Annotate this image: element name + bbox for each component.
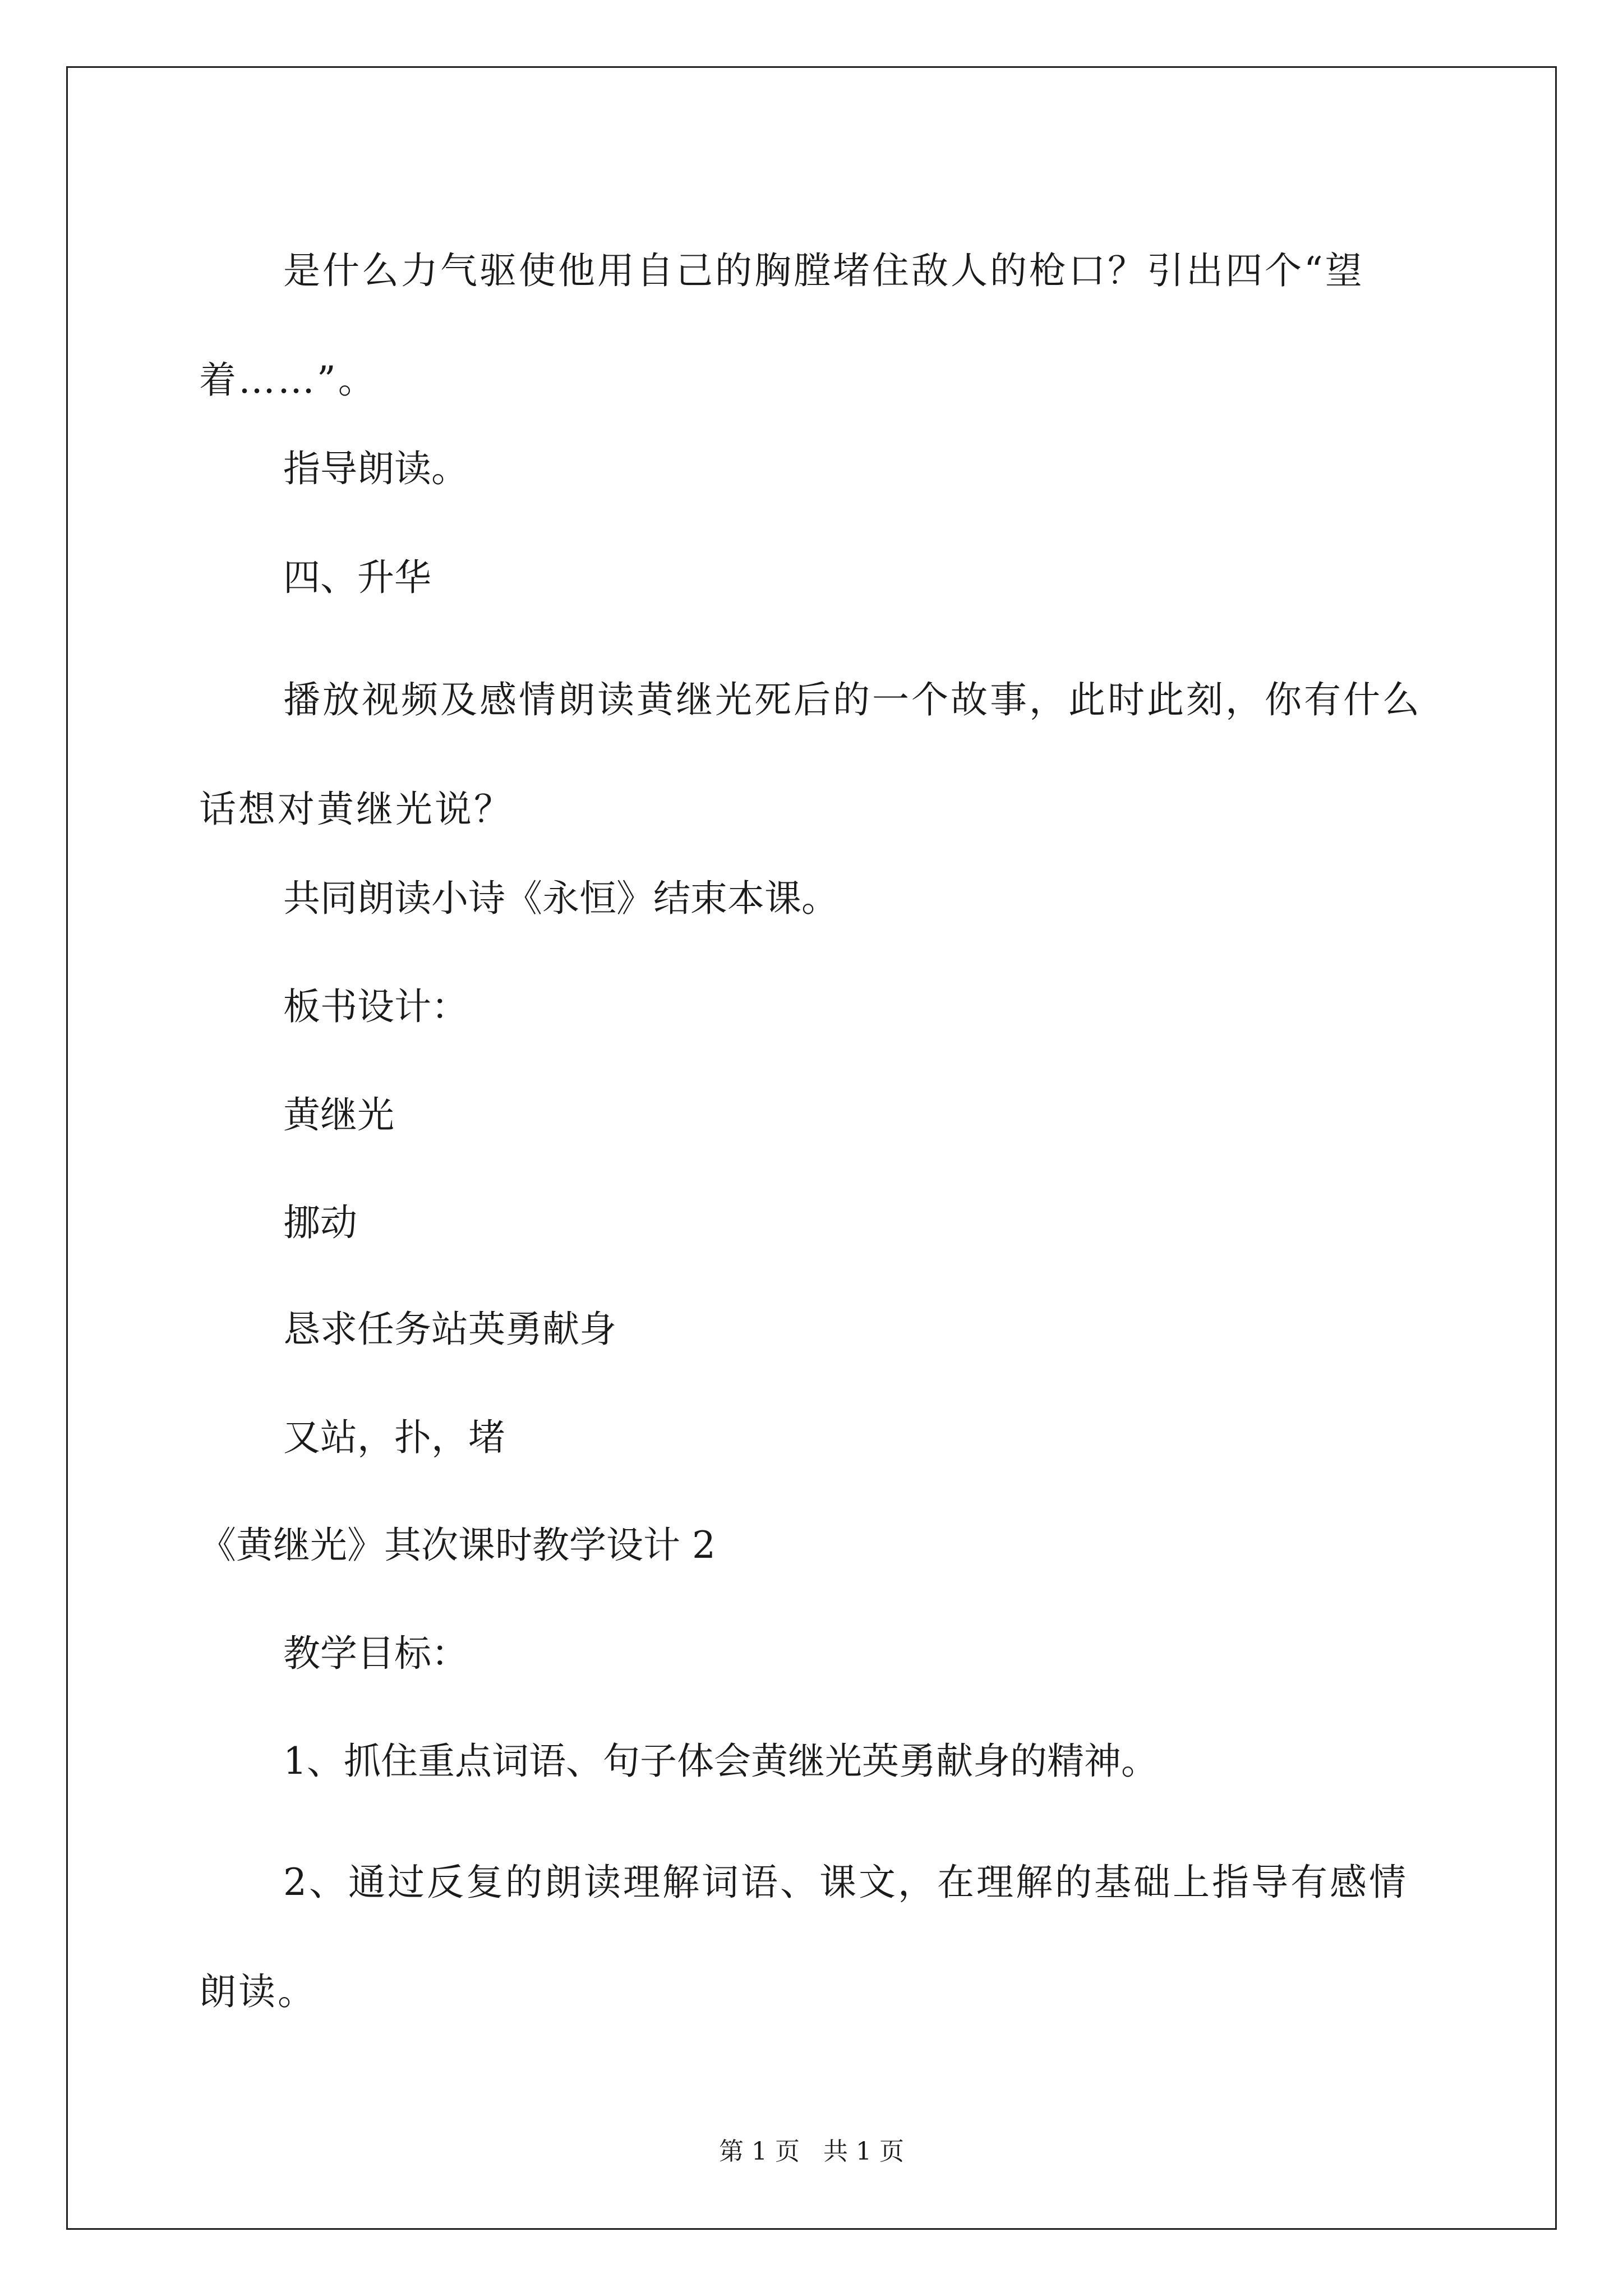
objective-1: 1、抓住重点词语、句子体会黄继光英勇献身的精神。	[283, 1740, 1158, 1783]
section-title: 《黄继光》其次课时教学设计 2	[199, 1524, 716, 1567]
paragraph-1: 是什么力气驱使他用自己的胸膛堵住敌人的枪口？引出四个“望着……”。	[199, 249, 1364, 402]
paragraph-2: 指导朗读。	[283, 447, 468, 490]
paragraph-objectives: 教学目标：	[283, 1632, 468, 1675]
paragraph-5: 共同朗读小诗《永恒》结束本课。	[283, 877, 838, 920]
paragraph-board-design: 板书设计：	[283, 985, 468, 1028]
paragraph-7: 黄继光	[283, 1093, 394, 1137]
section-heading-sublimation: 四、升华	[283, 556, 431, 599]
paragraph-4: 播放视频及感情朗读黄继光死后的一个故事，此时此刻，你有什么话想对黄继光说？	[199, 678, 1422, 831]
objective-2: 2、通过反复的朗读理解词语、课文，在理解的基础上指导有感情朗读。	[199, 1861, 1408, 2013]
page-footer: 第 1 页 共 1 页	[719, 2137, 904, 2166]
paragraph-9: 恳求任务站英勇献身	[283, 1308, 616, 1351]
paragraph-8: 挪动	[283, 1201, 357, 1244]
paragraph-10: 又站，扑，堵	[283, 1416, 505, 1459]
